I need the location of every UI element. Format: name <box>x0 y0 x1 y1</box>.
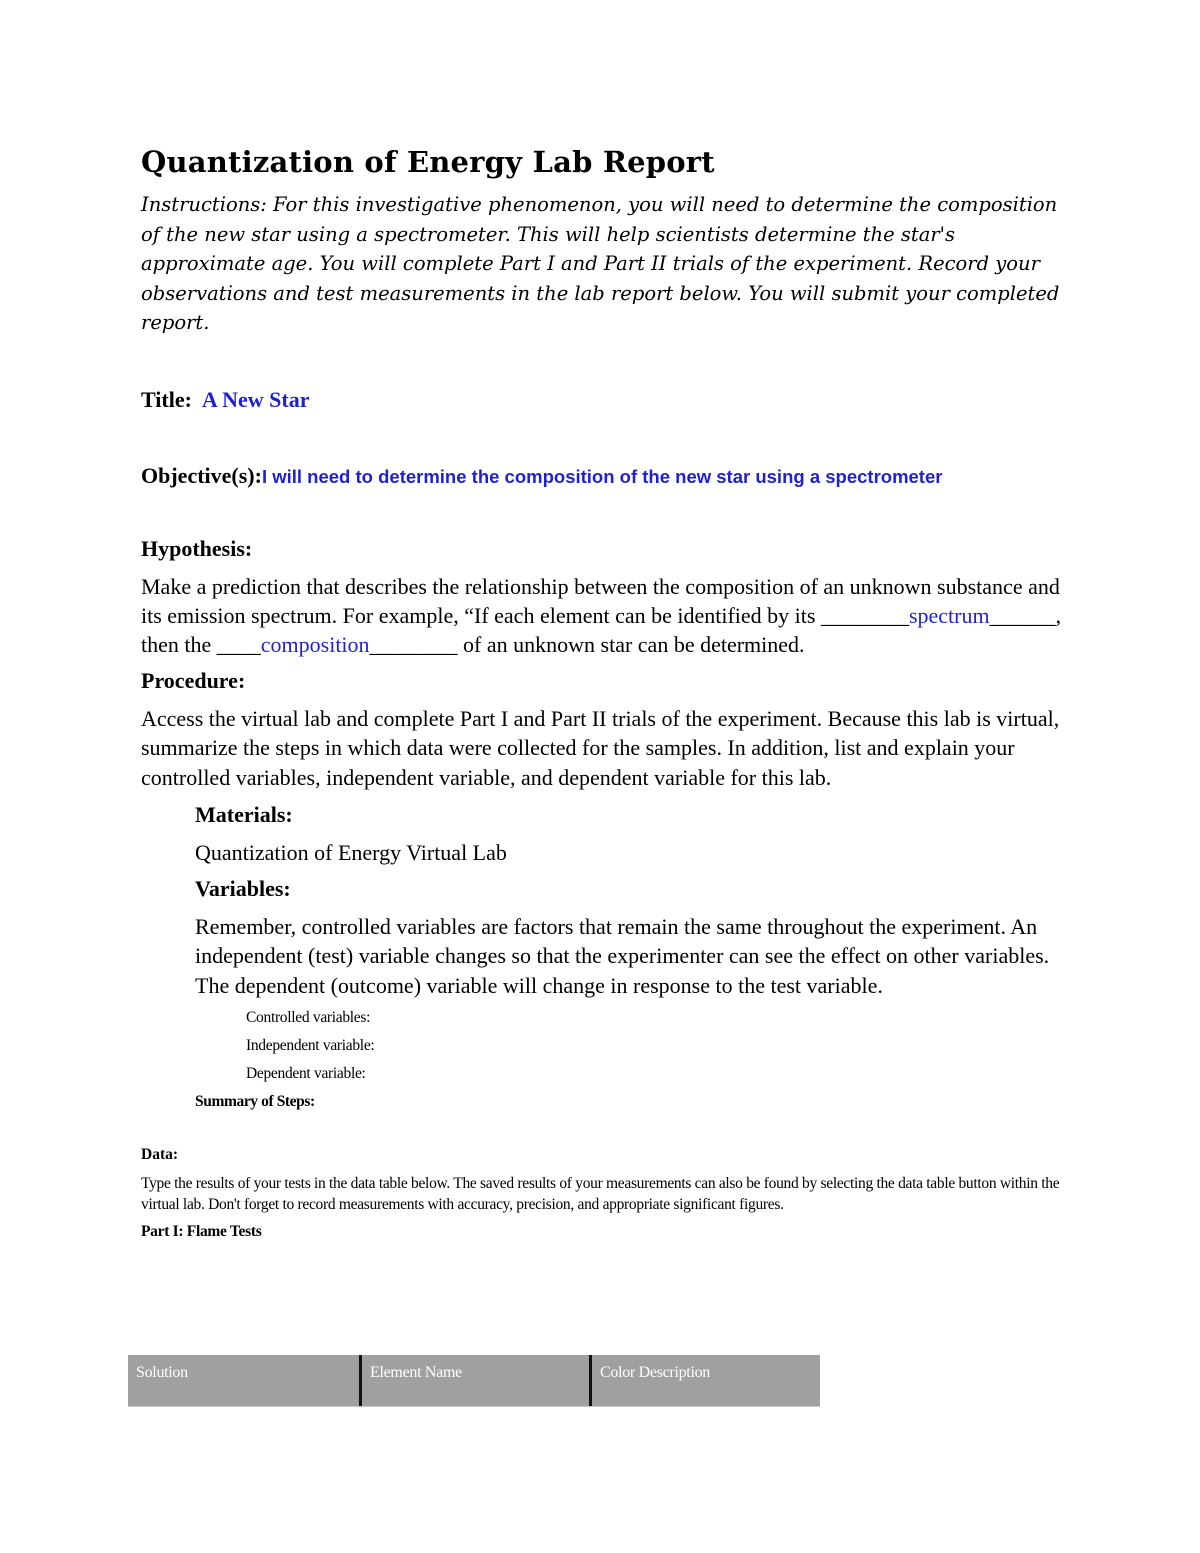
data-text: Type the results of your tests in the data table below. The saved results of your measurements can also be found by selecting the data table button within the virtual lab. Don't forget to record measurements with accuracy, precision, and appropriate significant figures. <box>141 1175 1060 1214</box>
hypothesis-heading: Hypothesis: <box>141 535 253 561</box>
report-heading: Quantization of Energy Lab Report <box>141 145 715 179</box>
hypothesis-blank-composition[interactable]: composition <box>260 631 370 657</box>
hypothesis-blank-spectrum[interactable]: spectrum <box>908 602 990 628</box>
objective-label: Objective(s): <box>141 462 262 488</box>
flame-tests-table-header <box>128 1355 820 1407</box>
title-label: Title: <box>141 386 192 412</box>
hypothesis-text-part-3: ________ of an unknown star can be determined. <box>369 631 805 657</box>
variables-heading: Variables: <box>195 875 291 901</box>
objective-value[interactable]: I will need to determine the composition of the new star using a spectrometer <box>261 465 943 487</box>
procedure-details <box>195 800 1071 1001</box>
table-header-solution: Solution <box>136 1364 188 1381</box>
summary-of-steps-label[interactable]: Summary of Steps: <box>195 1093 315 1111</box>
table-header-element-name: Element Name <box>359 1355 589 1406</box>
objective-row <box>141 461 1071 492</box>
hypothesis-text-part-1: Make a prediction that describes the relationship between the composition of an unknown substance and its emission spectrum. For example, “If each element can be identified by its ________ <box>141 573 1060 628</box>
procedure-heading: Procedure: <box>141 668 246 694</box>
instructions-text: Instructions: For this investigative phenomenon, you will need to determine the composition of the new star using a spectrometer. This will help scientists determine the star's approximate age. You will complete Part I and Part II trials of the experiment. Record your observations and test measurements in the lab report below. You will submit your completed report. <box>141 193 1060 334</box>
variables-list <box>246 1004 1071 1088</box>
title-row <box>141 385 1071 415</box>
title-value[interactable]: A New Star <box>201 386 310 412</box>
lab-report-page <box>141 140 1071 1243</box>
variables-text: Remember, controlled variables are factors that remain the same throughout the experiment. An independent (test) variable changes so that the experimenter can see the effect on other variables. The dependent (outcome) variable will change in response to the test variable. <box>195 913 1050 998</box>
hypothesis-text <box>141 572 1071 660</box>
data-heading: Data: <box>141 1146 179 1164</box>
materials-text: Quantization of Energy Virtual Lab <box>195 839 507 865</box>
table-header-color-description: Color Description <box>589 1355 820 1406</box>
dependent-variable-label[interactable]: Dependent variable: <box>246 1065 366 1083</box>
hypothesis-text-part-2: ______, then the ____ <box>141 602 1062 657</box>
independent-variable-label[interactable]: Independent variable: <box>246 1037 375 1055</box>
materials-heading: Materials: <box>195 801 293 827</box>
controlled-variables-label[interactable]: Controlled variables: <box>246 1009 371 1027</box>
procedure-text: Access the virtual lab and complete Part I and Part II trials of the experiment. Because this lab is virtual, summarize the steps in which data were collected for the samples. In addition, list and explain your controlled variables, independent variable, and dependent variable for this lab. <box>141 706 1060 790</box>
part1-heading: Part I: Flame Tests <box>141 1223 262 1241</box>
